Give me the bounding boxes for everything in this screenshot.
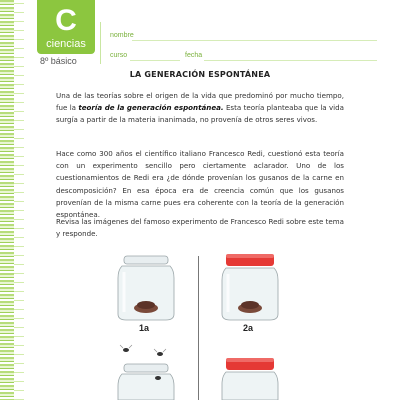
paragraph-1-text-a: Una de las teorías sobre el origen de la vida que predominó por mucho tiempo, fue la	[56, 91, 344, 113]
open-jar-illustration	[114, 254, 178, 322]
course-field[interactable]	[130, 60, 180, 61]
header-divider	[100, 22, 101, 64]
paragraph-3: Revisa las imágenes del famoso experimento de Francesco Redi sobre este tema y responde.	[56, 217, 344, 239]
paragraph-2: Hace como 300 años el científico italiano Francesco Redi, cuestionó esta teoría con un experimento sencillo pero ciertamente aclarador. Uno de los cuestionamientos de Redi era ¿de dónde provenían los gusanos de la carne en descomposición? En esa época era de creencia común que los gusanos provenían de la misma carne pues era coherente con la teoría de la generación espontánea.	[56, 149, 344, 220]
name-label: nombre	[110, 32, 134, 39]
logo-word: ciencias	[46, 38, 86, 50]
date-field[interactable]	[204, 60, 377, 61]
document-title: LA GENERACIÓN ESPONTÁNEA	[129, 70, 271, 79]
paragraph-1-text-b: Esta teoría planteaba que la vida surgía a partir de la materia inanimada, no provenía de otros seres vivos.	[56, 103, 345, 125]
grade-label: 8º básico	[40, 56, 77, 66]
course-label: curso	[110, 52, 128, 59]
theory-emphasis: teoría de la generación espontánea.	[78, 103, 224, 113]
figure-label-2a: 2a	[243, 323, 254, 333]
date-label: fecha	[185, 52, 203, 59]
decorative-border	[0, 0, 14, 400]
sealed-jar-illustration	[218, 252, 282, 322]
paragraph-1	[56, 90, 344, 127]
open-jar-flies-illustration	[114, 344, 178, 400]
name-field[interactable]	[132, 40, 377, 41]
figure-divider	[198, 256, 199, 400]
decorative-border-inner	[14, 0, 24, 400]
sealed-jar-2-illustration	[218, 356, 282, 400]
logo-letter: C	[55, 4, 77, 37]
subject-logo	[37, 0, 95, 54]
figure-label-1a: 1a	[139, 323, 150, 333]
